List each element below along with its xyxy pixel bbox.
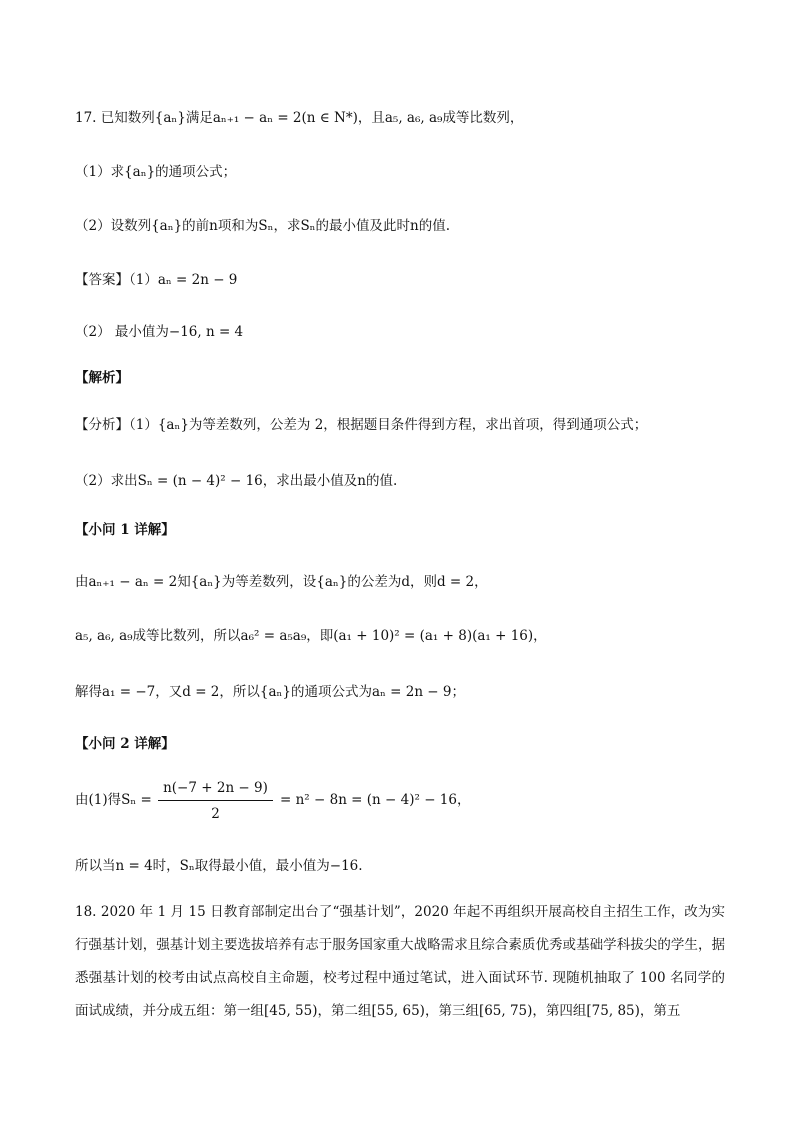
q17-part1: （1）求{aₙ}的通项公式； (75, 164, 237, 180)
detail1-line-2: a₅, a₆, a₉成等比数列，所以a₆² = a₅a₉，即(a₁ + 10)² = (a₁ + 8)(a₁ + 16)， (75, 628, 547, 644)
detail2-line-2: 所以当n = 4时，Sₙ取得最小值，最小值为−16. (75, 858, 363, 874)
fraction-bar (158, 800, 273, 801)
detail1-heading: 【小问 1 详解】 (75, 522, 175, 538)
detail1-line-3: 解得a₁ = −7，又d = 2，所以{aₙ}的通项公式为aₙ = 2n − 9； (75, 684, 465, 700)
answer-line-2: （2） 最小值为−16, n = 4 (75, 324, 244, 340)
detail2-formula-suffix: = n² − 8n = (n − 4)² − 16， (280, 792, 471, 808)
detail2-heading: 【小问 2 详解】 (75, 736, 175, 752)
q17-stem: 17. 已知数列{aₙ}满足aₙ₊₁ − aₙ = 2(n ∈ N*)，且a₅, a₆, a₉成等比数列， (75, 110, 524, 126)
fraction-numerator: n(−7 + 2n − 9) (163, 780, 268, 796)
analysis-line-1: 【分析】（1）{aₙ}为等差数列，公差为 2，根据题目条件得到方程，求出首项，得到通项公式； (75, 417, 648, 433)
detail1-line-1: 由aₙ₊₁ − aₙ = 2知{aₙ}为等差数列，设{aₙ}的公差为d，则d = 2， (75, 574, 488, 590)
q17-part2: （2）设数列{aₙ}的前n项和为Sₙ，求Sₙ的最小值及此时n的值. (75, 218, 451, 234)
answer-line-1: 【答案】（1）aₙ = 2n − 9 (75, 272, 238, 288)
detail2-formula-prefix: 由(1)得Sₙ = (75, 792, 152, 808)
analysis-line-2: （2）求出Sₙ = (n − 4)² − 16，求出最小值及n的值. (75, 473, 398, 489)
jiexi-heading: 【解析】 (75, 370, 129, 386)
q18-text: 18. 2020 年 1 月 15 日教育部制定出台了“强基计划”，2020 年起不再组织开展高校自主招生工作，改为实行强基计划，强基计划主要选拔培养有志于服务国家重大战略需求且综合素质优秀或基础学科拔尖的学生，据悉强基计划的校考由试点高校自主命题，校考过程中通过笔试，进入面试环节. 现随机抽取了 100 名同学的面试成绩，并分成五组：第一组[45, 55)，第二组[55, 65)，第三组[65, 75)，第四组[75, 85)，第五 (75, 904, 725, 1019)
fraction-denominator: 2 (211, 806, 220, 822)
